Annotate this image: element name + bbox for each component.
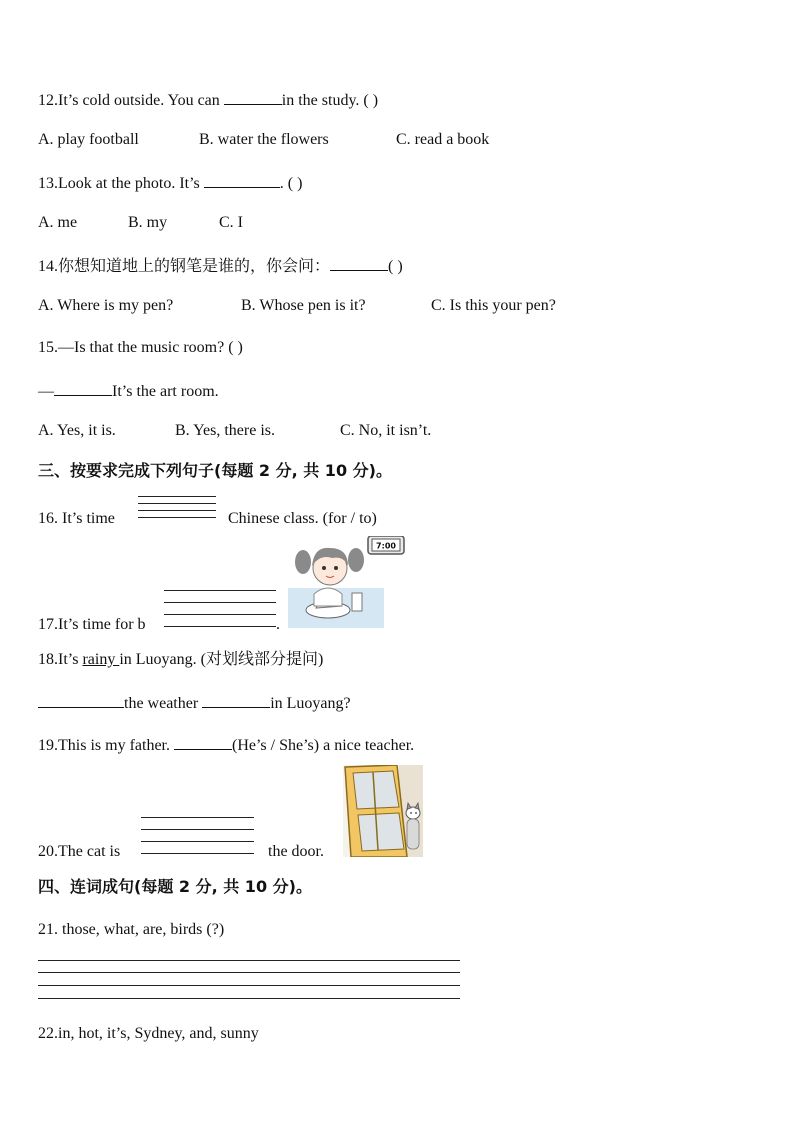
q18-answer: the weather in Luoyang?: [38, 691, 351, 714]
q18-stem: 18.It’s rainy in Luoyang. (对划线部分提问): [38, 651, 324, 668]
q12-stem: 12.It’s cold outside. You can in the study. ( ): [38, 88, 378, 111]
q14-stem: 14.你想知道地上的钢笔是谁的，你会问： ( ): [38, 254, 403, 277]
q15-options: [38, 421, 431, 441]
q12-options: [38, 130, 489, 150]
cat-behind-door-picture: [343, 765, 423, 857]
q15-option-a[interactable]: A. Yes, it is.: [38, 422, 116, 439]
q13-option-c[interactable]: C. I: [219, 214, 243, 231]
q14-option-b[interactable]: B. Whose pen is it?: [241, 297, 366, 314]
section3-title: 三、按要求完成下列句子(每题 2 分, 共 10 分)。: [38, 461, 392, 480]
q13-blank[interactable]: [204, 171, 280, 188]
q15-stem: 15.—Is that the music room? ( ): [38, 339, 243, 356]
q14-blank[interactable]: [330, 254, 388, 271]
q17-stem-b: .: [276, 616, 280, 633]
q15-reply: — It’s the art room.: [38, 379, 219, 402]
q13-stem: 13.Look at the photo. It’s . ( ): [38, 171, 302, 194]
section4-title: 四、连词成句(每题 2 分, 共 10 分)。: [38, 877, 312, 896]
q13-option-a[interactable]: A. me: [38, 214, 78, 231]
q18-underlined-word: rainy: [82, 651, 120, 668]
q12-blank[interactable]: [224, 88, 282, 105]
q12-option-a[interactable]: A. play football: [38, 131, 139, 148]
q14-options: [38, 296, 556, 316]
q15-blank[interactable]: [54, 379, 112, 396]
q18-blank-1[interactable]: [38, 691, 124, 708]
q13-option-b[interactable]: B. my: [128, 214, 168, 231]
q20-stem-a: 20.The cat is: [38, 843, 121, 860]
q16-stem-a: 16. It’s time: [38, 510, 115, 527]
q22-stem: 22.in, hot, it’s, Sydney, and, sunny: [38, 1025, 259, 1042]
q13-options: [38, 213, 243, 233]
q12-option-c[interactable]: C. read a book: [396, 131, 490, 148]
q14-option-c[interactable]: C. Is this your pen?: [431, 297, 556, 314]
q19-stem: 19.This is my father. (He’s / She’s) a nice teacher.: [38, 733, 414, 756]
q14-option-a[interactable]: A. Where is my pen?: [38, 297, 174, 314]
q12-option-b[interactable]: B. water the flowers: [199, 131, 329, 148]
q21-stem: 21. those, what, are, birds (?): [38, 921, 225, 938]
q19-blank[interactable]: [174, 733, 232, 750]
girl-eating-breakfast-picture: [288, 536, 406, 628]
q18-blank-2[interactable]: [202, 691, 270, 708]
q17-stem-a: 17.It’s time for b: [38, 616, 146, 633]
clock-time-label: 7:00: [376, 541, 396, 551]
q20-stem-b: the door.: [268, 843, 324, 860]
q15-option-b[interactable]: B. Yes, there is.: [175, 422, 276, 439]
q15-option-c[interactable]: C. No, it isn’t.: [340, 422, 432, 439]
q16-stem-b: Chinese class. (for / to): [228, 510, 377, 527]
